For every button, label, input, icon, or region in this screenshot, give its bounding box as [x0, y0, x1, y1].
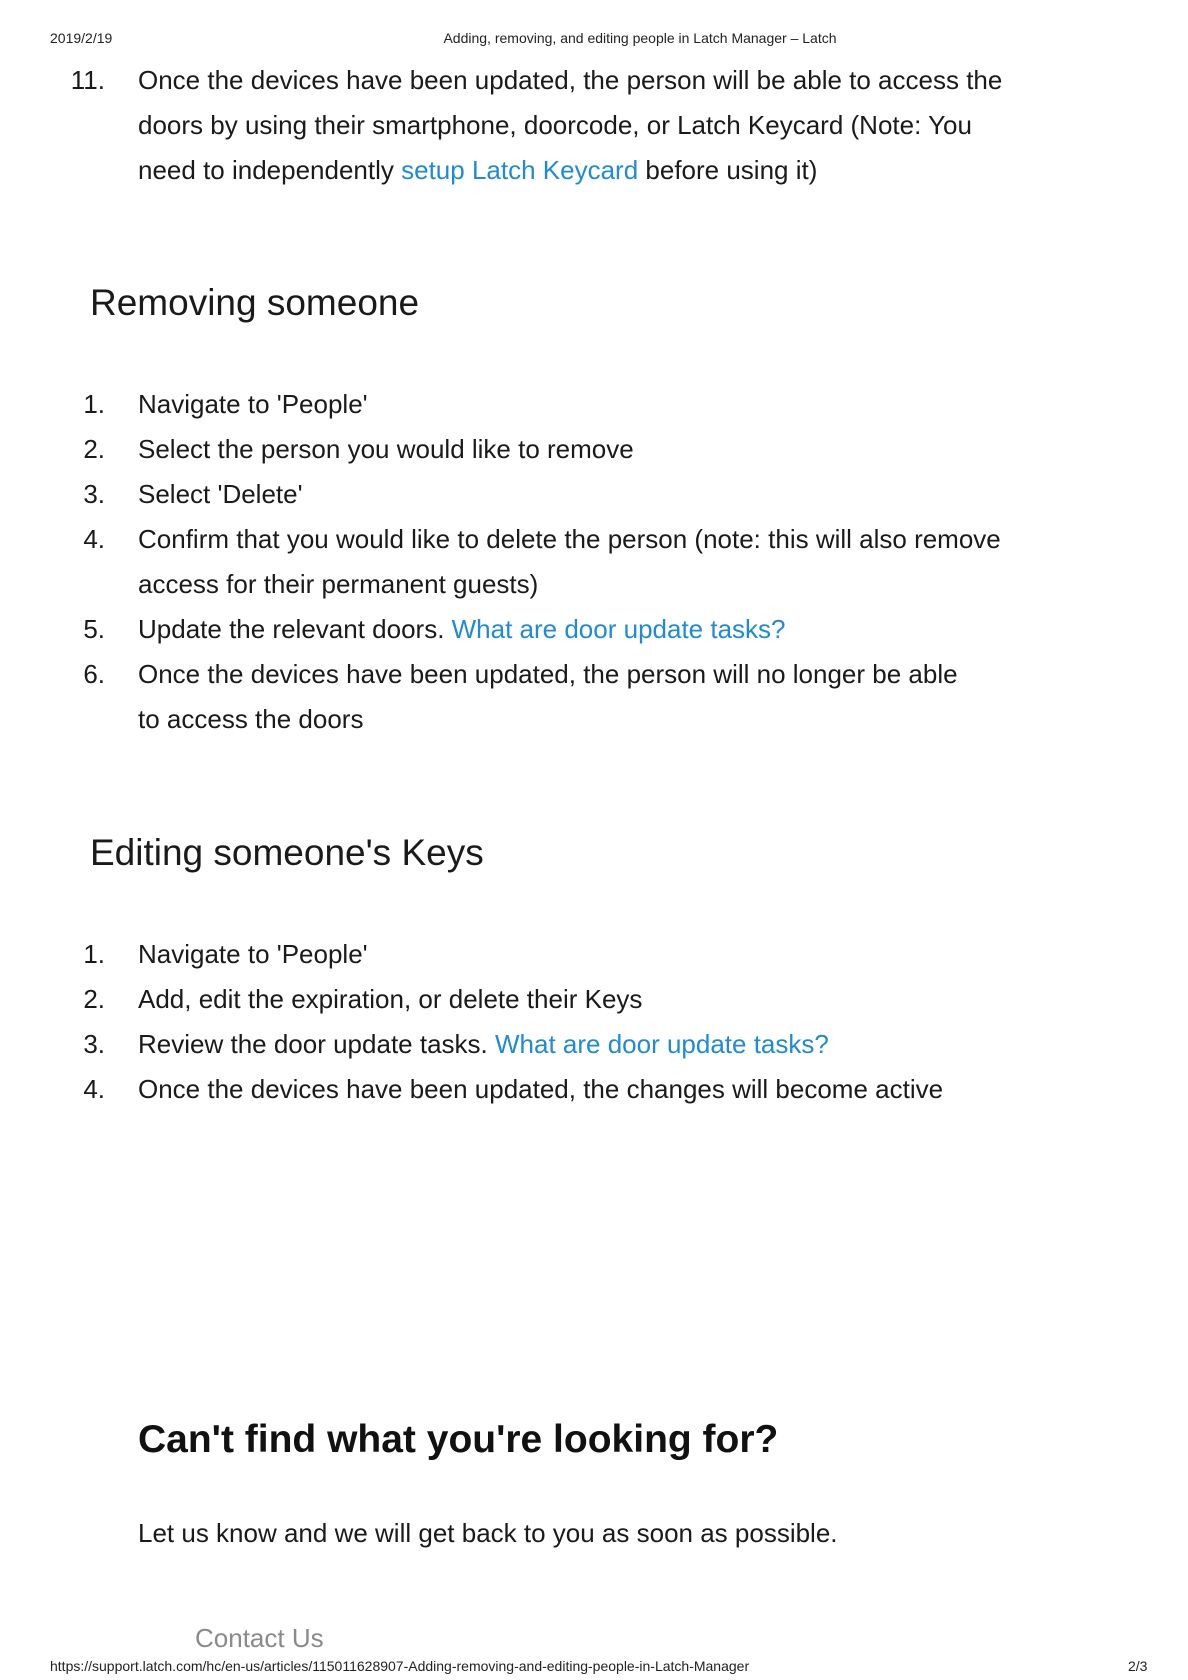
step-text: Select the person you would like to remove	[138, 434, 634, 464]
step-number: 4.	[83, 524, 105, 554]
list-item	[0, 382, 1098, 427]
list-item	[0, 427, 1098, 472]
list-item	[0, 517, 1098, 607]
setup-latch-keycard-link[interactable]: setup Latch Keycard	[401, 155, 639, 185]
step-text: access for their permanent guests)	[138, 569, 539, 599]
list-item	[0, 932, 1098, 977]
step-text	[138, 607, 1098, 652]
list-item	[0, 1022, 1098, 1067]
step-text: Navigate to 'People'	[138, 389, 368, 419]
list-item	[0, 652, 1098, 742]
step-text	[138, 148, 1098, 193]
step-number: 5.	[83, 614, 105, 644]
step-text: Confirm that you would like to delete the person (note: this will also remove	[138, 524, 1001, 554]
support-heading: Can't find what you're looking for?	[138, 1418, 779, 1461]
removing-heading: Removing someone	[90, 282, 420, 323]
contact-us-button[interactable]: Contact Us	[195, 1623, 324, 1648]
list-item	[0, 977, 1098, 1022]
editing-steps-list	[0, 932, 1098, 1112]
door-update-tasks-link[interactable]: What are door update tasks?	[494, 1029, 829, 1059]
step-number: 2.	[83, 434, 105, 464]
print-page-number: 2/3	[1128, 1658, 1148, 1674]
print-url: https://support.latch.com/hc/en-us/articles/115011628907-Adding-removing-and-editing-people-in-Latch-Manager	[50, 1658, 750, 1674]
step-text-before: Update the relevant doors.	[138, 614, 452, 644]
step-text: Once the devices have been updated, the changes will become active	[138, 1074, 944, 1104]
step-text: to access the doors	[138, 704, 364, 734]
step-number: 2.	[83, 984, 105, 1014]
step-number: 1.	[83, 939, 105, 969]
step-text: Once the devices have been updated, the person will be able to access the	[138, 65, 1003, 95]
adding-steps-list	[0, 58, 1098, 193]
step-text: doors by using their smartphone, doorcode, or Latch Keycard (Note: You	[138, 110, 972, 140]
step-number: 6.	[83, 659, 105, 689]
list-item	[0, 607, 1098, 652]
step-text: Add, edit the expiration, or delete their Keys	[138, 984, 643, 1014]
removing-steps-list	[0, 382, 1098, 742]
list-item	[0, 58, 1098, 193]
step-text	[138, 1022, 1098, 1067]
print-date: 2019/2/19	[50, 30, 113, 46]
list-item	[0, 1067, 1098, 1112]
support-body-text: Let us know and we will get back to you as soon as possible.	[138, 1518, 838, 1548]
step-number: 11.	[70, 65, 105, 95]
print-page-title: Adding, removing, and editing people in Latch Manager – Latch	[443, 30, 837, 46]
step-text-before: need to independently	[138, 155, 402, 185]
step-number: 3.	[83, 479, 105, 509]
door-update-tasks-link[interactable]: What are door update tasks?	[451, 614, 786, 644]
step-text-after: before using it)	[638, 155, 818, 185]
step-text: Select 'Delete'	[138, 479, 303, 509]
editing-heading: Editing someone's Keys	[90, 832, 484, 873]
list-item	[0, 472, 1098, 517]
step-text: Once the devices have been updated, the person will no longer be able	[138, 659, 958, 689]
step-text-before: Review the door update tasks.	[138, 1029, 495, 1059]
step-number: 1.	[83, 389, 105, 419]
step-text: Navigate to 'People'	[138, 939, 368, 969]
step-number: 3.	[83, 1029, 105, 1059]
step-number: 4.	[83, 1074, 105, 1104]
